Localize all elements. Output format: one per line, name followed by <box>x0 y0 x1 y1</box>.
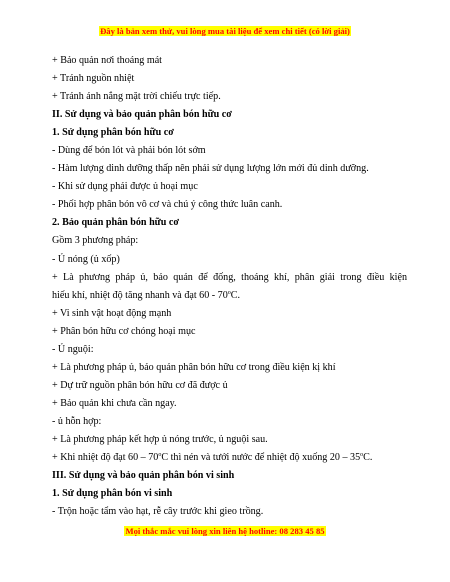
text-line: + Tránh ánh nắng mặt trời chiếu trực tiếp. <box>52 91 221 103</box>
text-fragment: + Khi nhiệt độ đạt 60 – 70 <box>52 452 159 464</box>
text-line: - Phối hợp phân bón vô cơ và chú ý công thức luân canh. <box>52 199 283 211</box>
text-line: + Bảo quản khi chưa cần ngay. <box>52 397 177 409</box>
text-line: - ủ hỗn hợp: <box>52 415 102 427</box>
text-line: + Bảo quản nơi thoáng mát <box>52 55 162 66</box>
text-line: + Là phương pháp ủ, bảo quản phân bón hữu cơ trong điều kiện kị khí <box>52 361 336 373</box>
text-line: + Phân bón hữu cơ chóng hoại mục <box>52 325 196 337</box>
degree-superscript: o <box>360 452 364 459</box>
text-line: - Khi sử dụng phải được ủ hoại mục <box>52 181 198 193</box>
degree-superscript: o <box>158 452 162 459</box>
text-line: + Là phương pháp ủ, bảo quản để đống, thoáng khí, phân giải trong điều kiện <box>52 271 407 283</box>
text-line: + Tránh nguồn nhiệt <box>52 73 135 85</box>
text-line: + Dự trữ nguồn phân bón hữu cơ đã được ủ <box>52 379 228 391</box>
text-line: + Là phương pháp kết hợp ủ nóng trước, ủ nguội sau. <box>52 433 268 445</box>
subsection-heading: 1. Sử dụng phân bón hữu cơ <box>52 127 174 139</box>
text-line: - Ủ nguội: <box>52 343 94 355</box>
text-fragment: C thì nén và tưới nước để nhiệt độ xuống 20 – 35 <box>161 452 361 464</box>
text-fragment: C. <box>230 289 241 301</box>
document-body <box>52 52 407 521</box>
text-line: - Ủ nóng (ủ xốp) <box>52 253 120 265</box>
text-line <box>52 449 407 467</box>
preview-notice-banner <box>0 26 450 37</box>
text-line: + Vi sinh vật hoạt động mạnh <box>52 307 172 319</box>
subsection-heading: 1. Sử dụng phân bón vi sinh <box>52 488 173 500</box>
text-line: - Hàm lượng dinh dưỡng thấp nên phải sử dụng lượng lớn mới đủ dinh dưỡng. <box>52 163 369 175</box>
text-fragment: hiếu khí, nhiệt độ tăng nhanh và đạt 60 - 70 <box>52 289 228 301</box>
preview-notice-text: Đây là bản xem thử, vui lòng mua tài liệu để xem chi tiết (có lời giải) <box>100 26 350 36</box>
text-line: - Trộn hoặc tẩm vào hạt, rễ cây trước khi gieo trồng. <box>52 506 264 518</box>
text-fragment: C. <box>363 452 373 464</box>
subsection-heading: 2. Bảo quản phân bón hữu cơ <box>52 217 179 229</box>
section-heading: II. Sử dụng và bảo quản phân bón hữu cơ <box>52 109 232 121</box>
degree-superscript: o <box>227 289 231 296</box>
hotline-banner <box>0 526 450 537</box>
hotline-text: Mọi thắc mắc vui lòng xin liên hệ hotline: 08 283 45 85 <box>125 526 325 536</box>
section-heading: III. Sử dụng và bảo quản phân bón vi sinh <box>52 470 235 482</box>
text-line: - Dùng để bón lót và phải bón lót sớm <box>52 145 206 157</box>
text-line: Gồm 3 phương pháp: <box>52 235 139 247</box>
text-line <box>52 287 407 305</box>
